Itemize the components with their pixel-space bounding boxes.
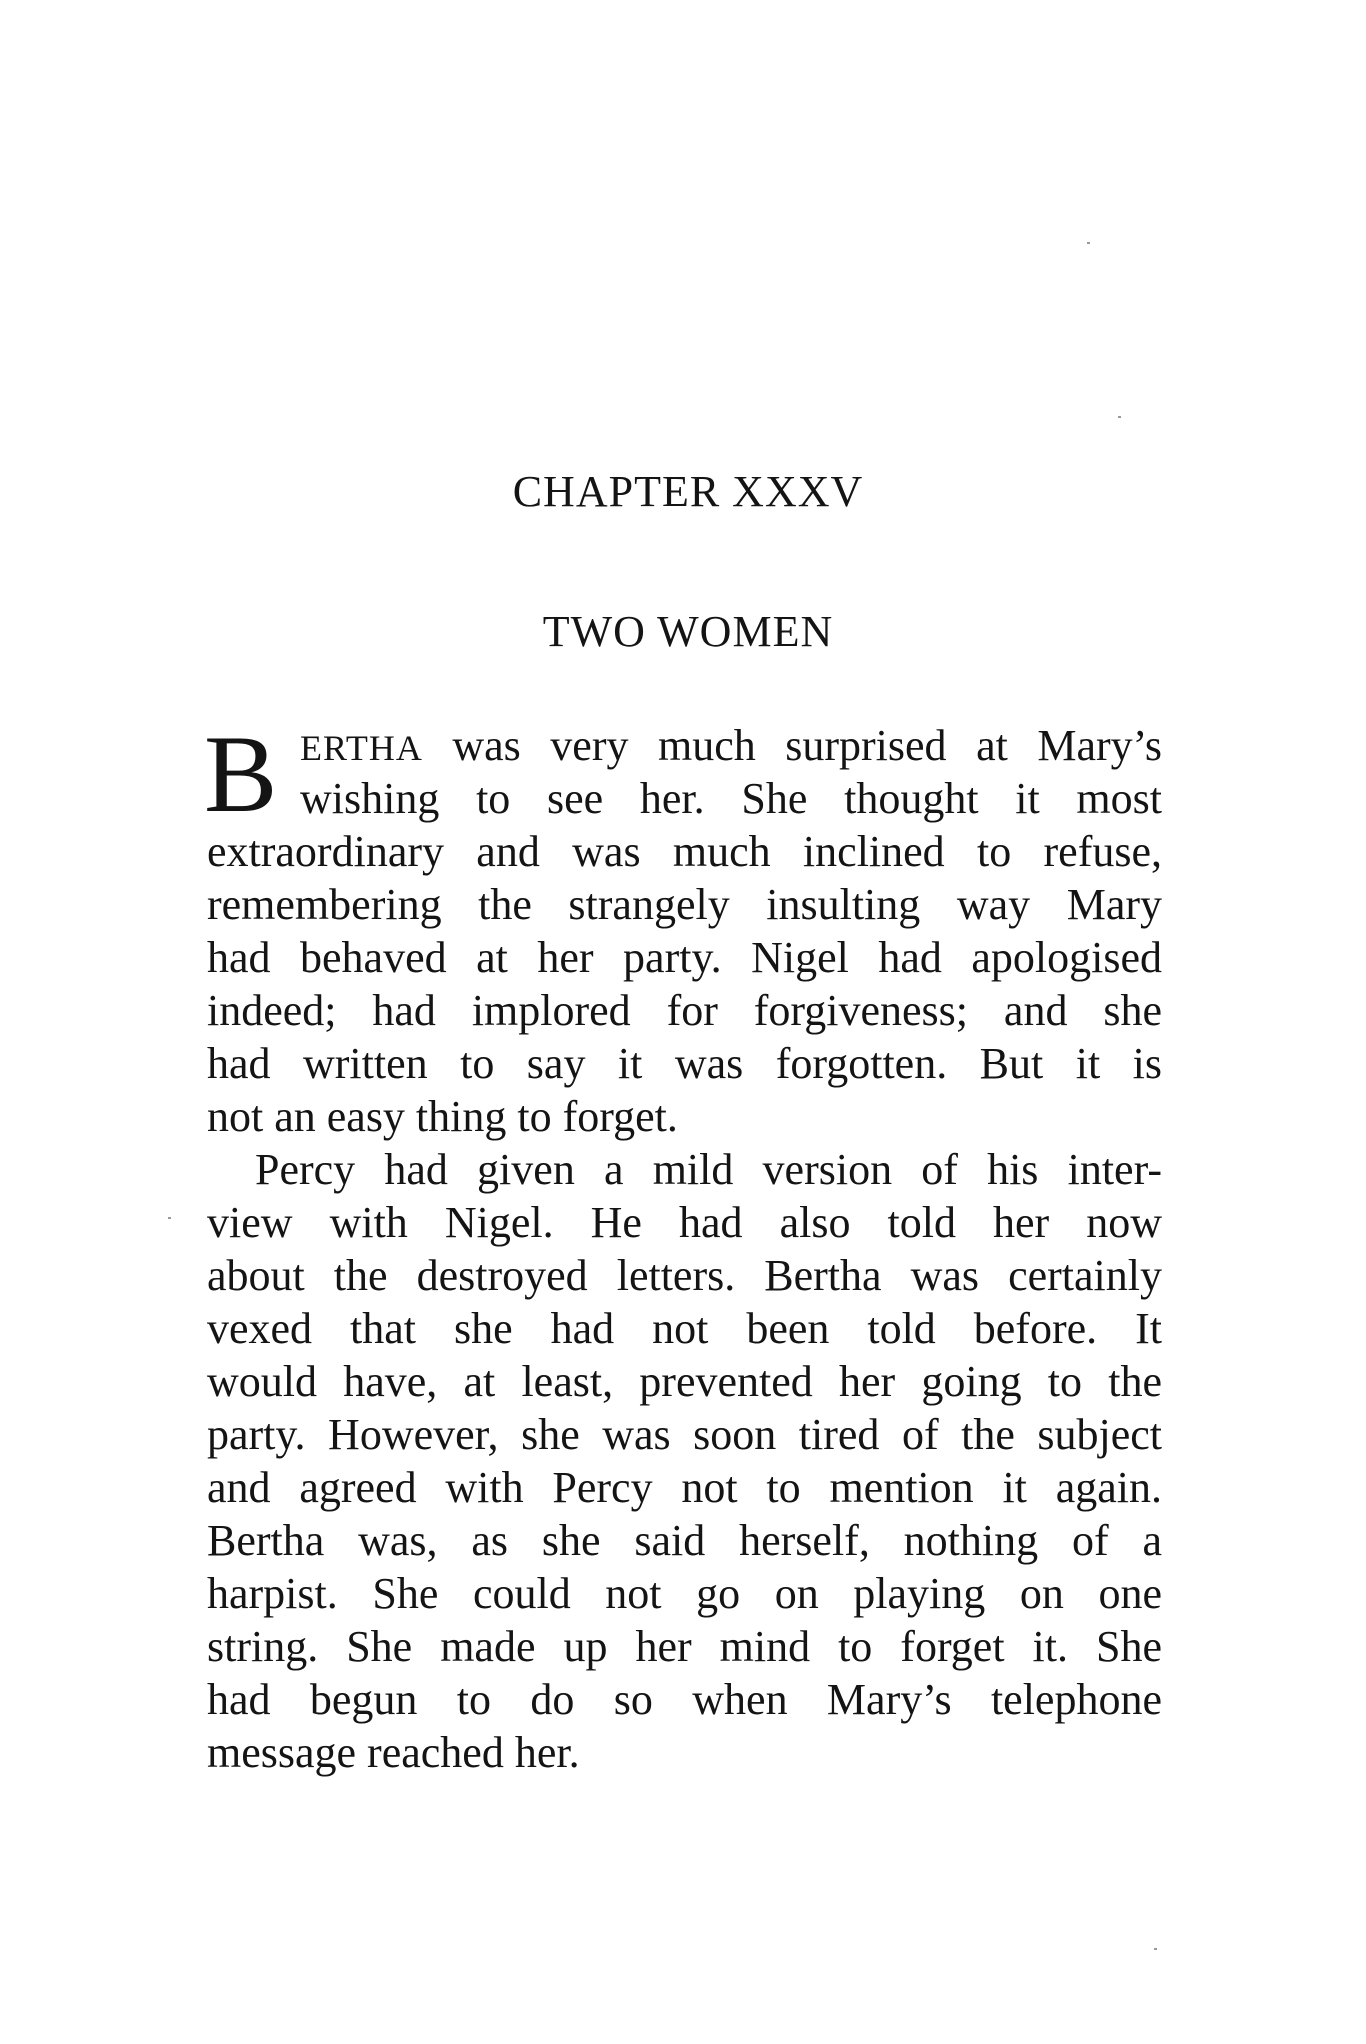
margin-speck bbox=[1154, 1948, 1157, 1950]
text-line-5: had behaved at her party. Nigel had apologised bbox=[207, 933, 1162, 982]
chapter-body bbox=[204, 713, 1162, 1779]
text-line-20: message reached her. bbox=[207, 1728, 580, 1777]
chapter-number: CHAPTER XXXV bbox=[512, 467, 864, 516]
text-line-3: extraordinary and was much inclined to refuse, bbox=[207, 827, 1162, 876]
text-line-4: remembering the strangely insulting way Mary bbox=[207, 880, 1162, 929]
text-line-15: and agreed with Percy not to mention it again. bbox=[207, 1463, 1162, 1512]
margin-speck bbox=[1118, 416, 1121, 418]
text-line-9: Percy had given a mild version of his inter- bbox=[255, 1145, 1162, 1194]
text-line-2: wishing to see her. She thought it most bbox=[300, 774, 1162, 823]
text-line-16: Bertha was, as she said herself, nothing of a bbox=[207, 1516, 1162, 1565]
text-line-19: had begun to do so when Mary’s telephone bbox=[207, 1675, 1162, 1724]
text-line-12: vexed that she had not been told before. It bbox=[207, 1304, 1162, 1353]
margin-speck bbox=[1087, 242, 1090, 244]
text-line-13: would have, at least, prevented her going to the bbox=[207, 1357, 1162, 1406]
line-text: was very much surprised at Mary’s bbox=[422, 721, 1162, 770]
margin-speck bbox=[168, 1217, 171, 1219]
text-line-17: harpist. She could not go on playing on one bbox=[207, 1569, 1162, 1618]
text-line-7: had written to say it was forgotten. But it is bbox=[207, 1039, 1162, 1088]
drop-cap: B bbox=[204, 713, 278, 835]
text-line-18: string. She made up her mind to forget it. She bbox=[207, 1622, 1162, 1671]
opening-smallcaps: ERTHA bbox=[300, 728, 423, 768]
text-line-14: party. However, she was soon tired of the subject bbox=[207, 1410, 1162, 1459]
text-line-8: not an easy thing to forget. bbox=[207, 1092, 678, 1141]
text-line-6: indeed; had implored for forgiveness; and she bbox=[207, 986, 1162, 1035]
text-line-10: view with Nigel. He had also told her now bbox=[207, 1198, 1162, 1247]
chapter-title: TWO WOMEN bbox=[542, 607, 834, 656]
text-line-11: about the destroyed letters. Bertha was certainly bbox=[207, 1251, 1162, 1300]
